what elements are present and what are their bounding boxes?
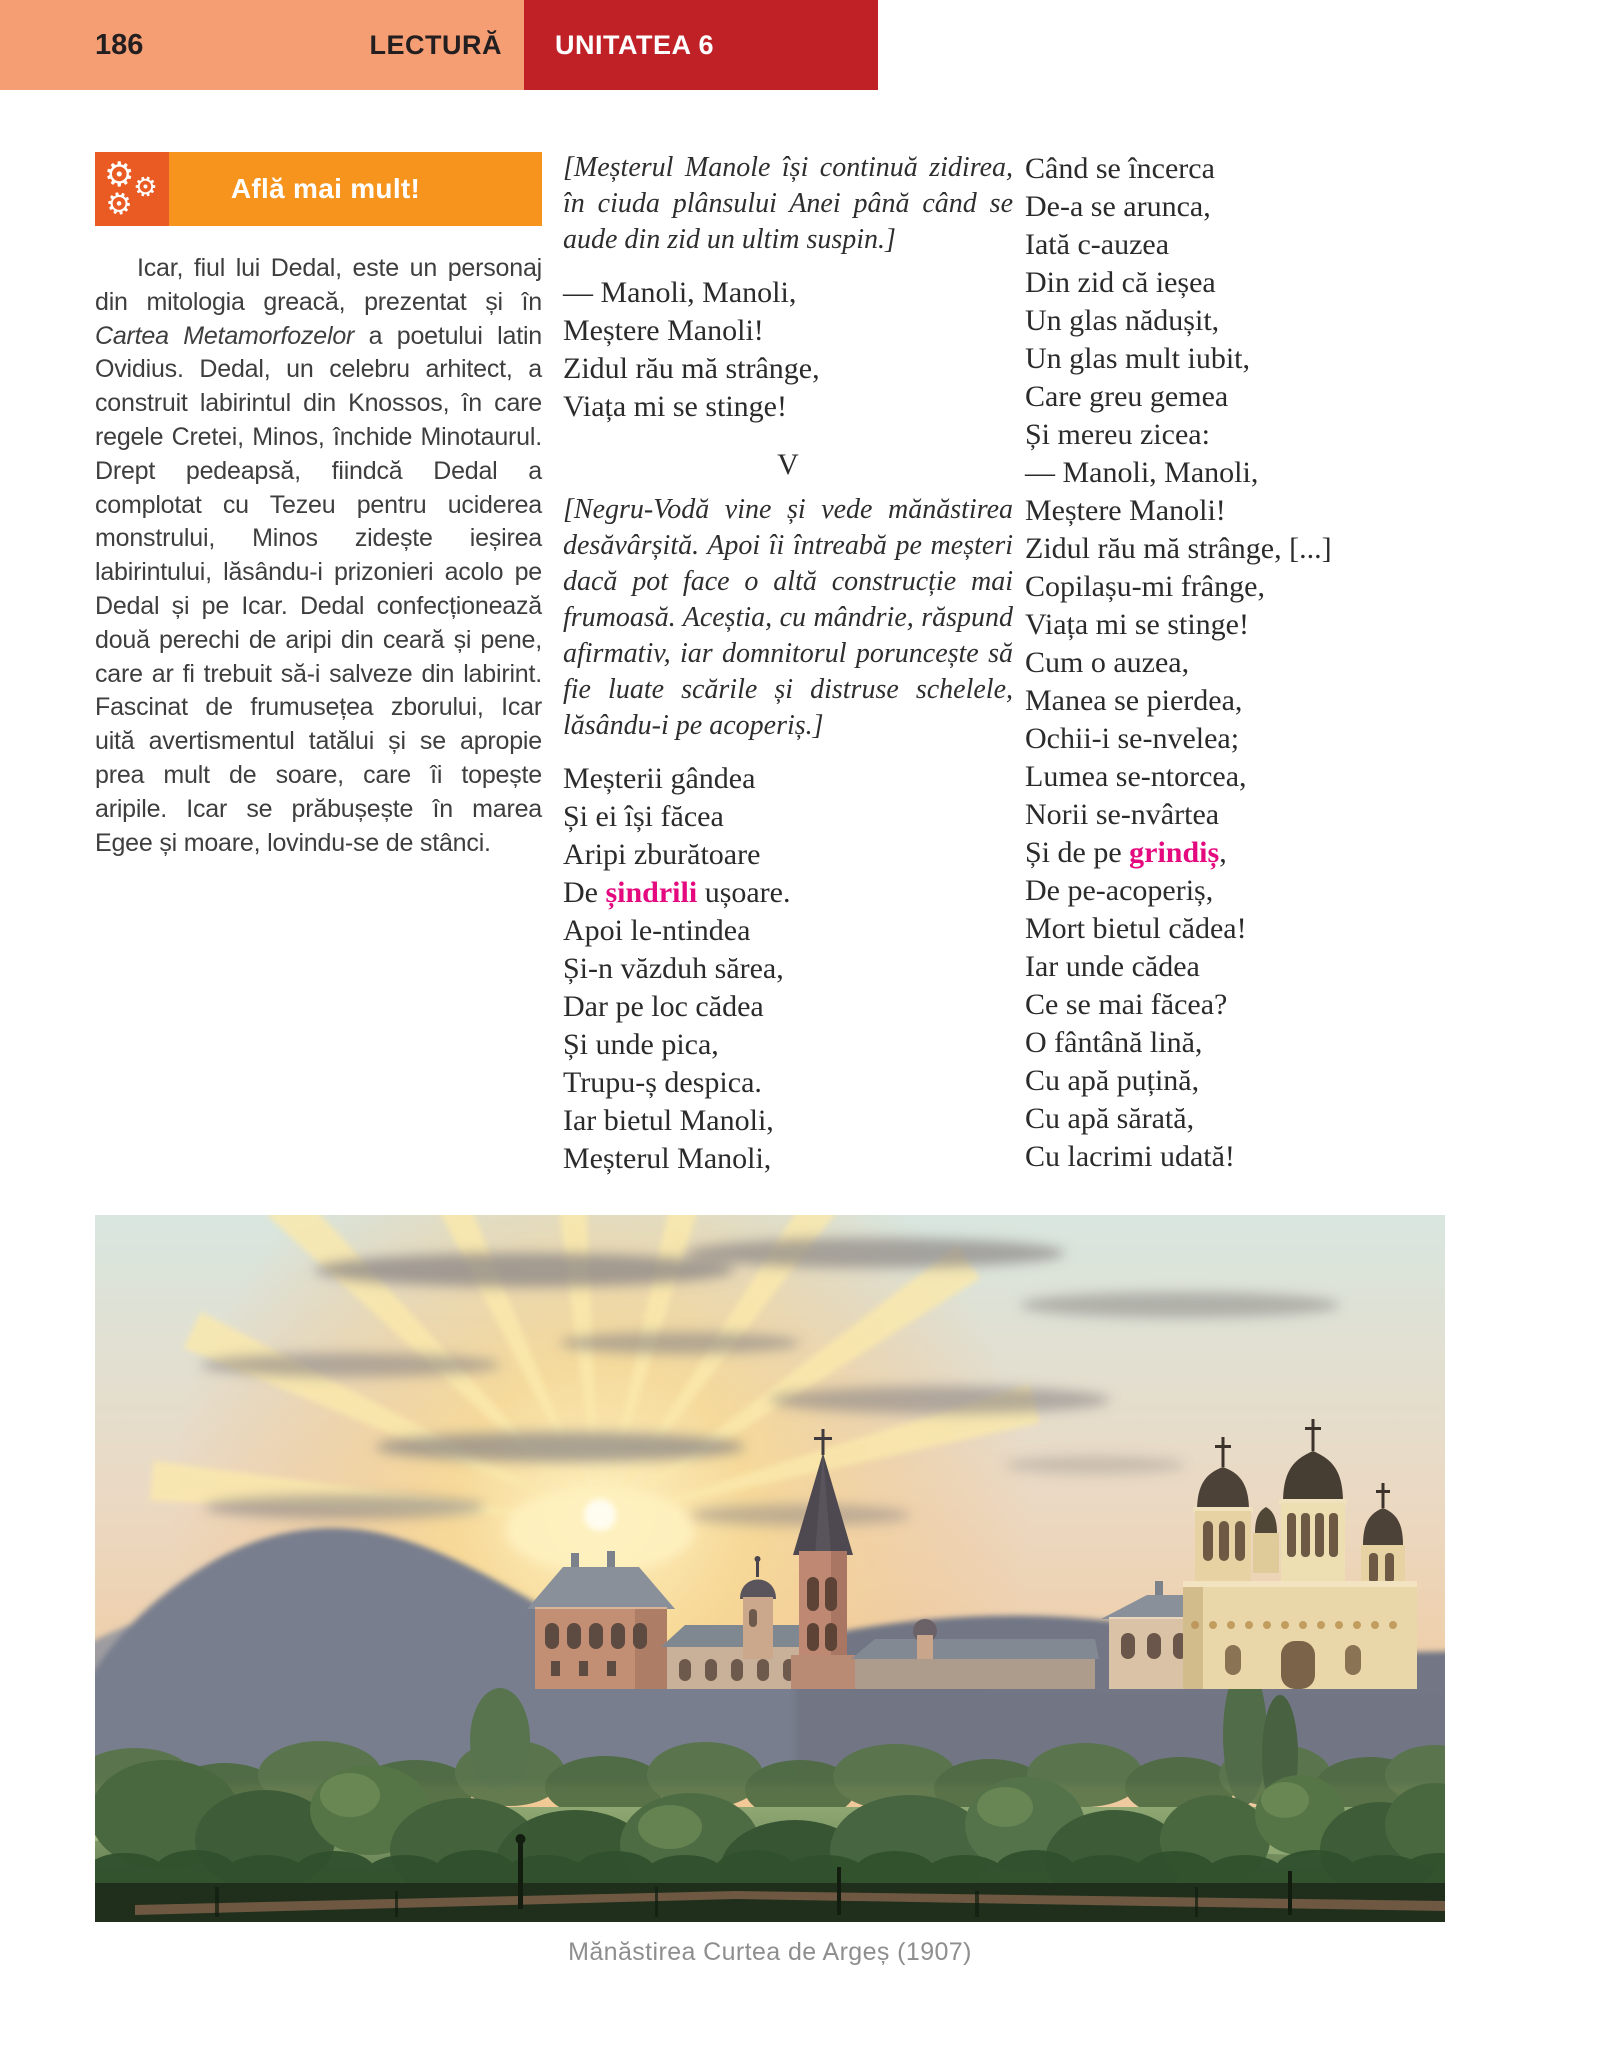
about-icar-paragraph — [95, 252, 542, 860]
highlighted-term: grindiș — [1129, 836, 1220, 869]
poem-line: De șindrili ușoare. — [563, 876, 791, 909]
poem-line: Un glas mult iubit, — [1025, 342, 1250, 375]
poem-line: Care greu gemea — [1025, 380, 1229, 413]
section-label: LECTURĂ — [369, 30, 502, 60]
poem-column-middle — [563, 150, 1013, 1178]
unit-label: UNITATEA 6 — [555, 30, 714, 60]
poem-line: Când se încerca — [1025, 152, 1215, 185]
stage-direction-1: [Meșterul Manole își continuă zidirea, în ciuda plânsului Anei până când se aude din zid un ultim suspin.] — [563, 152, 1013, 255]
poem-line: Cu apă puțină, — [1025, 1064, 1200, 1097]
poem-line: De pe-acoperiș, — [1025, 874, 1214, 907]
poem-line: De-a se arunca, — [1025, 190, 1211, 223]
header-salmon-band — [0, 0, 524, 90]
poem-line: Iar bietul Manoli, — [563, 1104, 774, 1137]
poem-line: Manea se pierdea, — [1025, 684, 1243, 717]
poem-line: Și de pe grindiș, — [1025, 836, 1227, 869]
poem-line: Meșterii gândea — [563, 762, 756, 795]
highlighted-term: șindrili — [605, 876, 698, 909]
poem-column-right — [1025, 150, 1447, 1176]
poem-line: Viața mi se stinge! — [563, 390, 787, 423]
page-header — [0, 0, 878, 90]
monastery-painting — [95, 1215, 1445, 1922]
infobox-title-bar — [169, 152, 542, 226]
poem-line: Mort bietul cădea! — [1025, 912, 1247, 945]
monastery-figure — [95, 1215, 1445, 1967]
poem-line: Și ei își făcea — [563, 800, 724, 833]
poem-line: Iată c-auzea — [1025, 228, 1170, 261]
poem-line: — Manoli, Manoli, — [563, 276, 797, 309]
stage-direction-2: [Negru-Vodă vine și vede mănăstirea desăvârșită. Apoi îi întreabă pe meșteri dacă pot face o altă construcție mai frumoasă. Aceștia, cu mândrie, răspund afirmativ, iar domnitorul poruncește să fie luate scările și distruse schelele, lăsându-i pe acoperiș.] — [563, 494, 1013, 741]
afla-mai-mult-box — [95, 152, 542, 226]
gear-glyph: ⚙ — [129, 169, 162, 206]
poem-line: Un glas nădușit, — [1025, 304, 1220, 337]
poem-line: Cu apă sărată, — [1025, 1102, 1195, 1135]
monastery-painting-svg — [95, 1215, 1445, 1922]
book-title-italic: Cartea Metamorfozelor — [95, 321, 355, 350]
poem-line: Cu lacrimi udată! — [1025, 1140, 1235, 1173]
header-unit-band — [524, 0, 878, 90]
poem-line: Aripi zburătoare — [563, 838, 761, 871]
poem-line: Copilașu-mi frânge, — [1025, 570, 1265, 603]
poem-stanza-1 — [563, 274, 1013, 426]
poem-line: O fântână lină, — [1025, 1026, 1203, 1059]
gear-glyph: ⚙ — [102, 185, 136, 224]
poem-line: Ce se mai făcea? — [1025, 988, 1228, 1021]
paragraph-text: Icar, fiul lui Dedal, este un personaj din mitologia greacă, prezentat și în — [95, 254, 542, 316]
poem-line: Cum o auzea, — [1025, 646, 1190, 679]
poem-line: Meșterul Manoli, — [563, 1142, 772, 1175]
poem-line: Lumea se-ntorcea, — [1025, 760, 1247, 793]
poem-line: Meștere Manoli! — [563, 314, 764, 347]
poem-stanza-2 — [563, 760, 1013, 1178]
poem-line: Iar unde cădea — [1025, 950, 1200, 983]
poem-line: Ochii-i se-nvelea; — [1025, 722, 1240, 755]
paragraph-text: a poetului latin Ovidius. Dedal, un celebru arhitect, a construit labirintul din Knossos, în care regele Cretei, Minos, închide Minotaurul. Drept pedeapsă, fiindcă Dedal a complotat cu Tezeu pentru uciderea monstrului, Minos zidește ieșirea labirintului, lăsându-i prizonieri acolo pe Dedal și pe Icar. Dedal confecționează două perechi de aripi din ceară și pene, care ar fi trebuit să-i salveze din labirint. Fascinat de frumusețea zborului, Icar uită avertismentul tatălui și se apropie prea mult de soare, care îi topește aripile. Icar se prăbușește în marea Egee și moare, lovindu-se de stânci. — [95, 321, 543, 857]
poem-line: Norii se-nvârtea — [1025, 798, 1220, 831]
gear-glyph: ⚙ — [104, 156, 135, 194]
poem-line: Din zid că ieșea — [1025, 266, 1216, 299]
poem-line: Apoi le-ntindea — [563, 914, 751, 947]
section-number: V — [777, 448, 799, 481]
poem-line: Viața mi se stinge! — [1025, 608, 1249, 641]
figure-caption: Mănăstirea Curtea de Argeș (1907) — [568, 1938, 972, 1966]
page-number: 186 — [95, 29, 144, 61]
infobox-title: Află mai mult! — [230, 173, 421, 204]
poem-stanza-right — [1025, 150, 1447, 1176]
poem-line: Dar pe loc cădea — [563, 990, 764, 1023]
poem-line: Meștere Manoli! — [1025, 494, 1226, 527]
sidebar-column — [95, 152, 542, 860]
poem-line: Zidul rău mă strânge, [...] — [1025, 532, 1332, 565]
poem-line: Zidul rău mă strânge, — [563, 352, 820, 385]
poem-line: Trupu-ș despica. — [563, 1066, 762, 1099]
poem-line: Și-n văzduh sărea, — [563, 952, 784, 985]
poem-line: Și unde pica, — [563, 1028, 719, 1061]
poem-line: Și mereu zicea: — [1025, 418, 1210, 451]
gears-icon — [95, 152, 169, 226]
poem-line: — Manoli, Manoli, — [1025, 456, 1259, 489]
